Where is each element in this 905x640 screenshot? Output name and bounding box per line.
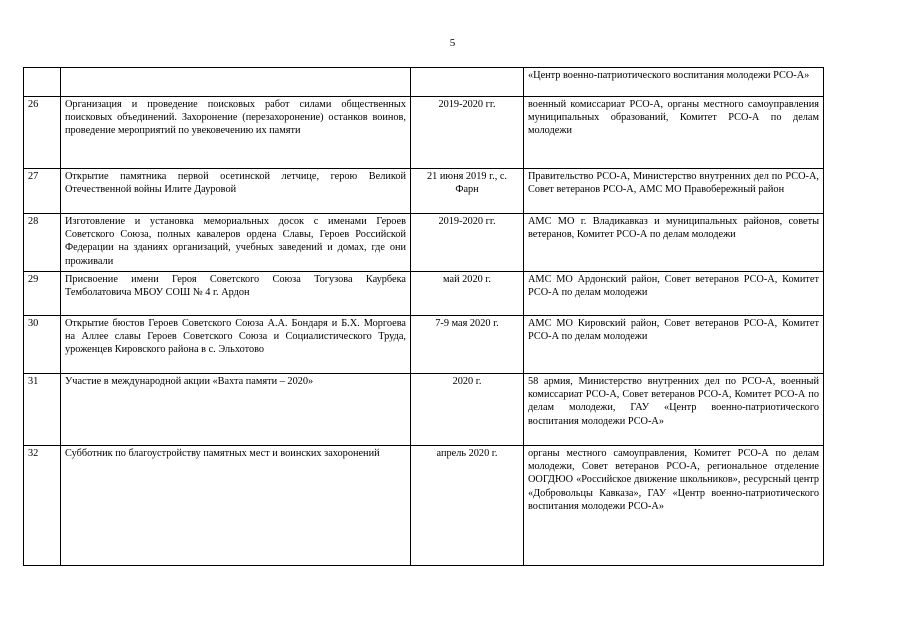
row-number: 31: [24, 374, 61, 446]
row-number: [24, 68, 61, 97]
table-row: [24, 316, 824, 374]
event-cell: Изготовление и установка мемориальных досок с именами Героев Советского Союза, полных кавалеров ордена Славы, Героев Российской Федерации на зданиях организаций, учебных заведений и домах, где они проживали: [61, 214, 411, 272]
responsible-cell: АМС МО Ардонский район, Совет ветеранов РСО-А, Комитет РСО-А по делам молодежи: [524, 272, 824, 316]
table-row: [24, 446, 824, 566]
date-cell: [411, 68, 524, 97]
table-row: [24, 97, 824, 169]
row-number: 27: [24, 169, 61, 214]
responsible-cell: АМС МО Кировский район, Совет ветеранов РСО-А, Комитет РСО-А по делам молодежи: [524, 316, 824, 374]
date-cell: 2020 г.: [411, 374, 524, 446]
row-number: 30: [24, 316, 61, 374]
date-cell: май 2020 г.: [411, 272, 524, 316]
row-number: 28: [24, 214, 61, 272]
row-number: 32: [24, 446, 61, 566]
table-row: [24, 214, 824, 272]
event-cell: [61, 68, 411, 97]
table-row: [24, 68, 824, 97]
responsible-cell: Правительство РСО-А, Министерство внутренних дел по РСО-А, Совет ветеранов РСО-А, АМС МО Правобережный район: [524, 169, 824, 214]
date-cell: 2019-2020 гг.: [411, 214, 524, 272]
table-row: [24, 169, 824, 214]
event-cell: Открытие памятника первой осетинской летчице, герою Великой Отечественной войны Илите Дауровой: [61, 169, 411, 214]
date-cell: апрель 2020 г.: [411, 446, 524, 566]
row-number: 29: [24, 272, 61, 316]
date-cell: 2019-2020 гг.: [411, 97, 524, 169]
table-row: [24, 374, 824, 446]
events-table-body: [24, 68, 824, 566]
responsible-cell: 58 армия, Министерство внутренних дел по РСО-А, военный комиссариат РСО-А, Совет ветеранов РСО-А, Комитет РСО-А по делам молодежи, ГАУ «Центр военно-патриотического воспитания молодежи РСО-А»: [524, 374, 824, 446]
date-cell: 7-9 мая 2020 г.: [411, 316, 524, 374]
event-cell: Присвоение имени Героя Советского Союза Тогузова Каурбека Темболатовича МБОУ СОШ № 4 г. Ардон: [61, 272, 411, 316]
responsible-cell: военный комиссариат РСО-А, органы местного самоуправления муниципальных образований, Комитет РСО-А по делам молодежи: [524, 97, 824, 169]
event-cell: Участие в международной акции «Вахта памяти – 2020»: [61, 374, 411, 446]
event-cell: Организация и проведение поисковых работ силами общественных поисковых объединений. Захоронение (перезахоронение) останков воинов, проведение мероприятий по увековечению их памяти: [61, 97, 411, 169]
responsible-cell: «Центр военно-патриотического воспитания молодежи РСО-А»: [524, 68, 824, 97]
responsible-cell: АМС МО г. Владикавказ и муниципальных районов, советы ветеранов, Комитет РСО-А по делам молодежи: [524, 214, 824, 272]
event-cell: Субботник по благоустройству памятных мест и воинских захоронений: [61, 446, 411, 566]
event-cell: Открытие бюстов Героев Советского Союза А.А. Бондаря и Б.Х. Моргоева на Аллее славы Героев Советского Союза и Социалистического Труда, уроженцев Кировского района в с. Эльхотово: [61, 316, 411, 374]
table-row: [24, 272, 824, 316]
responsible-cell: органы местного самоуправления, Комитет РСО-А по делам молодежи, Совет ветеранов РСО-А, региональное отделение ООГДЮО «Российское движение школьников», ресурсный центр «Добровольцы Кавказа», ГАУ «Центр военно-патриотического воспитания молодежи РСО-А»: [524, 446, 824, 566]
page-number: 5: [449, 37, 456, 49]
date-cell: 21 июня 2019 г., с. Фарн: [411, 169, 524, 214]
row-number: 26: [24, 97, 61, 169]
events-table: [23, 67, 824, 566]
